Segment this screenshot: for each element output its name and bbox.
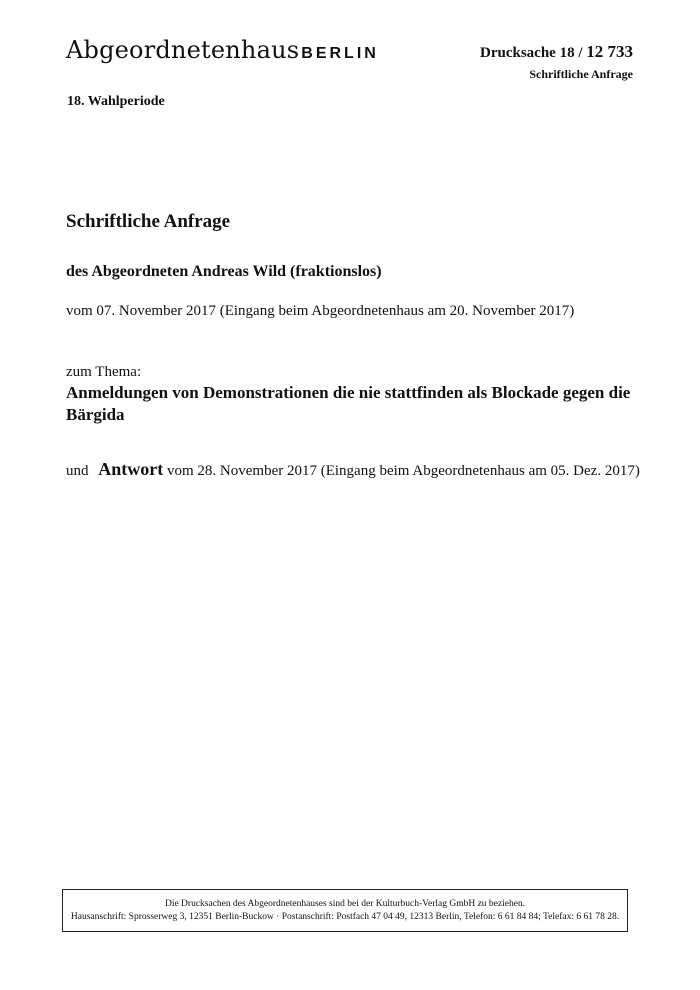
footer-line-address: Hausanschrift: Sprosserweg 3, 12351 Berlin-Buckow · Postanschrift: Postfach 47 04 49, 12313 Berlin, Telefon: 6 61 84 84; Telefax: 6 61 78 28.	[70, 912, 620, 922]
footer-box	[62, 889, 628, 932]
doc-prefix: Drucksache 18 /	[480, 45, 583, 61]
topic-label: zum Thema:	[66, 364, 142, 380]
org-city: BERLIN	[301, 45, 379, 62]
footer-line-distribution: Die Drucksachen des Abgeordnetenhauses sind bei der Kulturbuch-Verlag GmbH zu beziehen.	[164, 899, 526, 909]
answer-label: Antwort	[98, 459, 164, 479]
answer-prefix: und	[66, 463, 89, 479]
document-title: Schriftliche Anfrage	[66, 211, 231, 232]
org-name: Abgeordnetenhaus	[66, 36, 300, 64]
doc-number-line	[480, 42, 633, 62]
legislative-period: 18. Wahlperiode	[67, 94, 165, 109]
doc-type: Schriftliche Anfrage	[529, 67, 633, 81]
masthead-logo	[66, 36, 379, 64]
topic-title: Anmeldungen von Demonstrationen die nie stattfinden als Blockade gegen die Bärgida	[66, 383, 631, 424]
answer-date: vom 28. November 2017 (Eingang beim Abgeordnetenhaus am 05. Dez. 2017)	[167, 463, 640, 479]
author-line: des Abgeordneten Andreas Wild (fraktionslos)	[66, 263, 382, 280]
answer-line	[66, 459, 640, 480]
document-reference	[480, 42, 633, 82]
doc-number: 12 733	[586, 42, 633, 61]
received-date-line: vom 07. November 2017 (Eingang beim Abgeordnetenhaus am 20. November 2017)	[66, 303, 575, 319]
